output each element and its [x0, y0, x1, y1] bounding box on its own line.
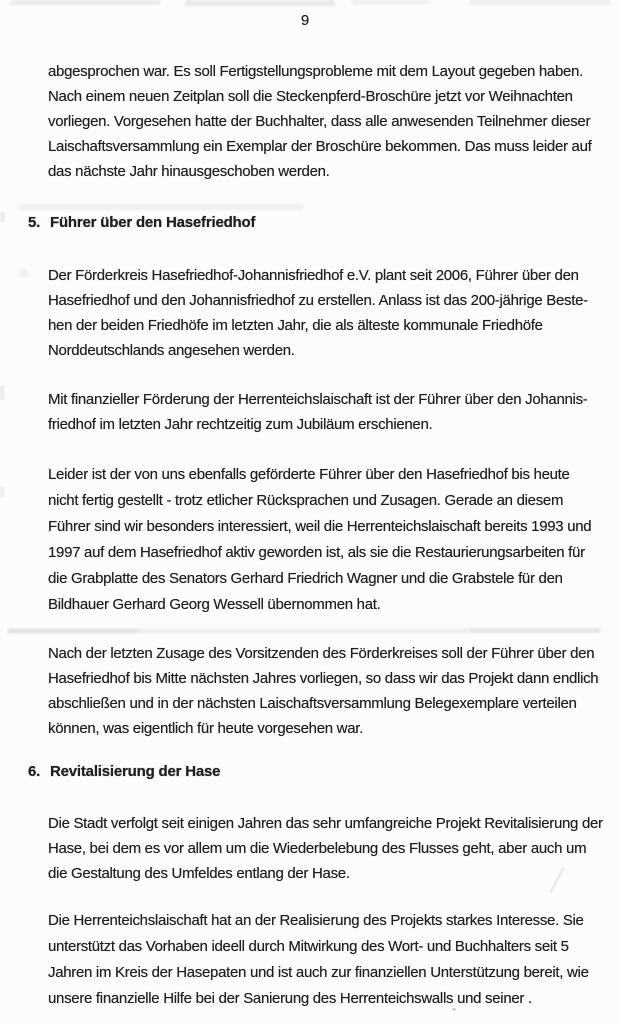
text-line: Die Stadt verfolgt seit einigen Jahren das sehr umfangreiche Projekt Revitalisierung der	[48, 815, 603, 832]
text-line: das nächste Jahr hinausgeschoben werden.	[48, 163, 330, 180]
section-heading-6	[28, 759, 588, 784]
scan-artifact	[185, 0, 335, 6]
paragraph	[48, 387, 608, 437]
text-line: nicht fertig gestellt - trotz etlicher Rücksprachen und Zusagen. Gerade an diesem	[48, 492, 564, 509]
scan-artifact	[10, 0, 160, 5]
text-line: Norddeutschlands angesehen werden.	[48, 342, 295, 359]
text-line: Bildhauer Gerhard Georg Wessell übernommen hat.	[48, 596, 381, 613]
text-line: Hasefriedhof und den Johannisfriedhof zu erstellen. Anlass ist das 200-jährige Beste-	[48, 292, 588, 309]
paragraph	[48, 811, 608, 886]
text-line: Nach einem neuen Zeitplan soll die Steckenpferd-Broschüre jetzt vor Weihnachten	[48, 88, 573, 105]
text-line: die Grabplatte des Senators Gerhard Friedrich Wagner und die Grabstele für den	[48, 570, 563, 587]
scan-artifact	[0, 386, 4, 400]
page-number: 9	[300, 12, 310, 29]
scan-artifact	[470, 628, 600, 632]
text-line: friedhof im letzten Jahr rechtzeitig zum Jubiläum erschienen.	[48, 416, 433, 433]
section-number: 6.	[28, 763, 41, 780]
paragraph-intro	[48, 59, 608, 184]
scan-artifact	[470, 0, 610, 5]
text-line: unsere finanzielle Hilfe bei der Sanierung des Herrenteichswalls und seiner .	[48, 990, 532, 1007]
text-line: hen der beiden Friedhöfe im letzten Jahr, die als älteste kommunale Friedhöfe	[48, 317, 543, 334]
paragraph	[48, 462, 608, 618]
text-line: Mit finanzieller Förderung der Herrenteichslaischaft ist der Führer über den Johannis-	[48, 391, 588, 408]
scan-artifact	[20, 268, 28, 278]
section-number: 5.	[28, 214, 41, 231]
text-line: können, was eigentlich für heute vorgesehen war.	[48, 720, 363, 737]
section-heading-5	[28, 210, 588, 235]
text-line: abgesprochen war. Es soll Fertigstellungsprobleme mit dem Layout gegeben haben.	[48, 63, 583, 80]
paragraph	[48, 908, 608, 1012]
text-line: Die Herrenteichslaischaft hat an der Realisierung des Projekts starkes Interesse. Sie	[48, 912, 584, 929]
text-line: die Gestaltung des Umfeldes entlang der Hase.	[48, 865, 350, 882]
text-line: Der Förderkreis Hasefriedhof-Johannisfriedhof e.V. plant seit 2006, Führer über den	[48, 267, 579, 284]
text-line: vorliegen. Vorgesehen hatte der Buchhalter, dass alle anwesenden Teilnehmer dieser	[48, 113, 591, 130]
text-line: 1997 auf dem Hasefriedhof aktiv geworden ist, als sie die Restaurierungsarbeiten für	[48, 544, 585, 561]
text-line: Führer sind wir besonders interessiert, weil die Herrenteichslaischaft bereits 1993 und	[48, 518, 592, 535]
text-line: Leider ist der von uns ebenfalls geförderte Führer über den Hasefriedhof bis heute	[48, 466, 570, 483]
scan-artifact	[8, 629, 600, 633]
text-line: Hasefriedhof bis Mitte nächsten Jahres vorliegen, so dass wir das Projekt dann endlich	[48, 670, 599, 687]
text-line: Hase, bei dem es vor allem um die Wiederbelebung des Flusses geht, aber auch um	[48, 840, 587, 857]
section-title: Revitalisierung der Hase	[50, 763, 221, 780]
paragraph	[48, 641, 608, 741]
scan-artifact	[0, 212, 5, 222]
scan-artifact	[352, 0, 430, 4]
text-line: Nach der letzten Zusage des Vorsitzenden des Förderkreises soll der Führer über den	[48, 645, 595, 662]
scan-artifact	[8, 629, 138, 633]
section-title: Führer über den Hasefriedhof	[50, 214, 256, 231]
text-line: Jahren im Kreis der Hasepaten und ist auch zur finanziellen Unterstützung bereit, wie	[48, 964, 589, 981]
paragraph	[48, 263, 608, 363]
scan-artifact	[0, 486, 4, 498]
text-line: Laischaftsversammlung ein Exemplar der Broschüre bekommen. Das muss leider auf	[48, 138, 592, 155]
text-line: unterstützt das Vorhaben ideell durch Mitwirkung des Wort- und Buchhalters seit 5	[48, 938, 569, 955]
text-line: abschließen und in der nächsten Laischaftsversammlung Belegexemplare verteilen	[48, 695, 577, 712]
